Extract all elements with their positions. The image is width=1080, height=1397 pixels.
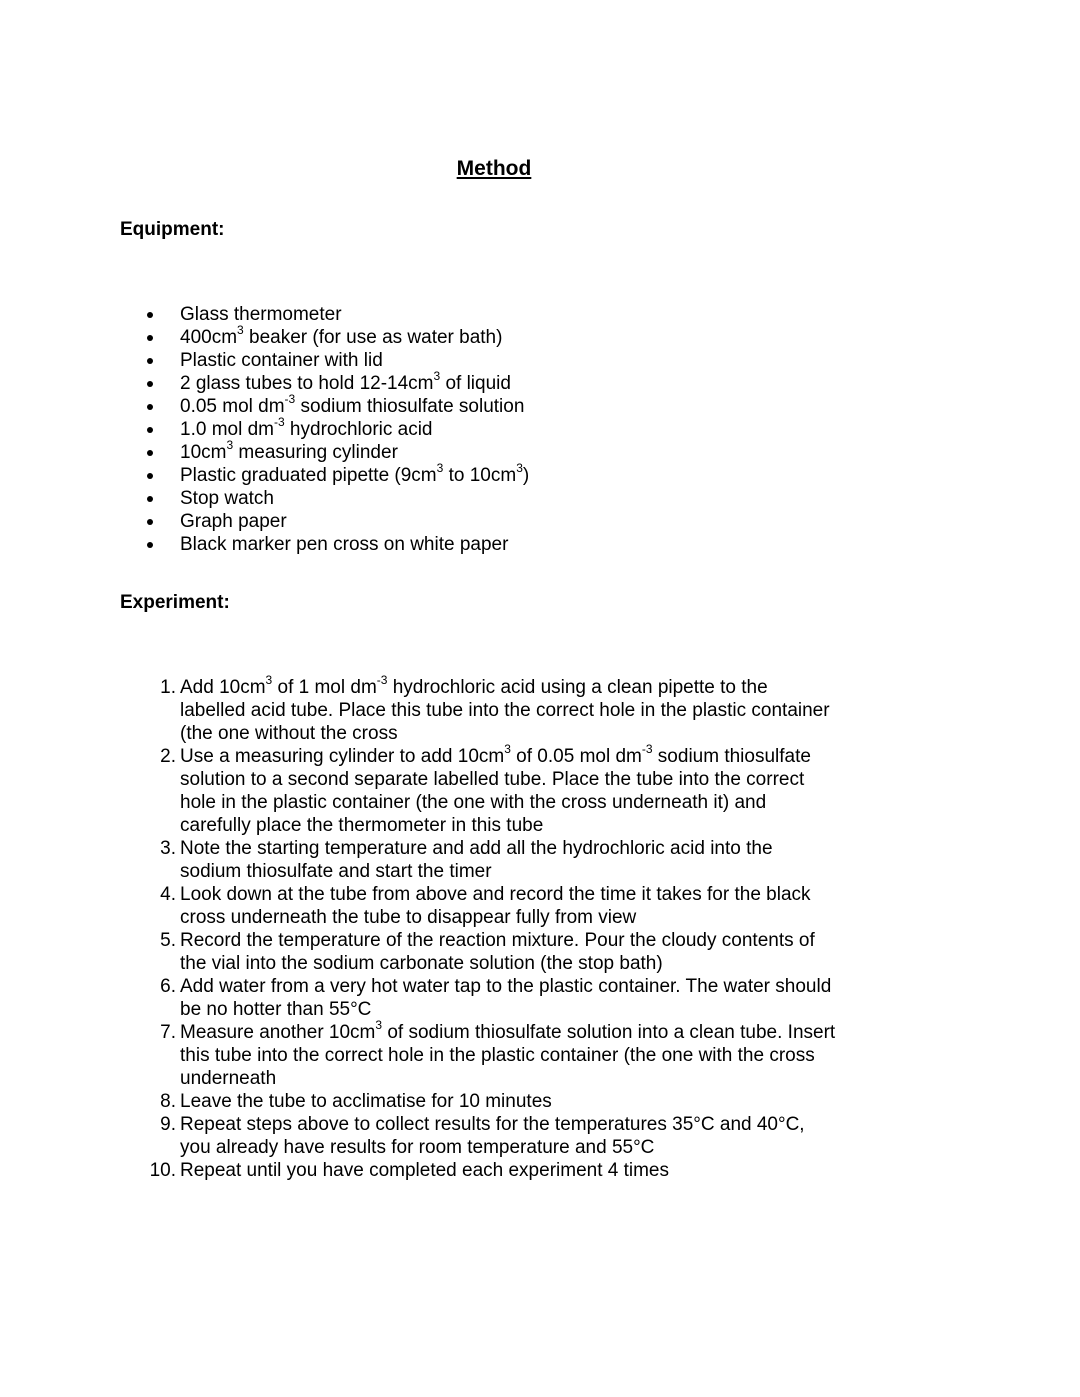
bullet-icon bbox=[147, 473, 153, 479]
superscript: -3 bbox=[376, 672, 388, 687]
step-text-line: Leave the tube to acclimatise for 10 minutes bbox=[180, 1091, 552, 1112]
equipment-item-text: 0.05 mol $dm^{-3}$ sodium thiosulfate solution bbox=[180, 391, 525, 417]
equipment-item-text: Plastic graduated pipette ($9cm^3$ to $10cm^3$) bbox=[180, 460, 530, 486]
experiment-step bbox=[0, 1090, 900, 1113]
step-number: 2. bbox=[160, 746, 176, 767]
step-text-line: (the one without the cross bbox=[180, 723, 398, 744]
equipment-item bbox=[0, 303, 529, 326]
step-number: 3. bbox=[160, 838, 176, 859]
superscript: 3 bbox=[433, 368, 441, 383]
experiment-steps bbox=[0, 672, 900, 1182]
equipment-item bbox=[0, 533, 529, 556]
step-text-line: solution to a second separate labelled tube. Place the tube into the correct bbox=[180, 769, 805, 790]
step-number: 10. bbox=[149, 1160, 176, 1181]
superscript: 3 bbox=[226, 437, 234, 452]
equipment-item-text: Black marker pen cross on white paper bbox=[180, 534, 509, 555]
superscript: -3 bbox=[641, 741, 653, 756]
bullet-icon bbox=[147, 450, 153, 456]
equipment-item bbox=[0, 437, 529, 464]
step-text-line: this tube into the correct hole in the plastic container (the one with the cross bbox=[180, 1045, 815, 1066]
step-text-line: Look down at the tube from above and record the time it takes for the black bbox=[180, 884, 811, 905]
step-text-line: be no hotter than 55°C bbox=[180, 999, 372, 1020]
superscript: -3 bbox=[284, 391, 296, 406]
bullet-icon bbox=[147, 335, 153, 341]
equipment-item bbox=[0, 510, 529, 533]
equipment-item bbox=[0, 322, 529, 349]
step-number: 6. bbox=[160, 976, 176, 997]
equipment-item bbox=[0, 460, 530, 487]
step-text-line: Add $10cm^3$ of 1 mol $dm^{-3}$ hydrochloric acid using a clean pipette to the bbox=[180, 672, 768, 698]
step-number: 8. bbox=[160, 1091, 176, 1112]
equipment-item-text: Glass thermometer bbox=[180, 304, 342, 325]
equipment-item bbox=[0, 414, 529, 441]
step-number: 7. bbox=[160, 1022, 176, 1043]
equipment-item-text: Graph paper bbox=[180, 511, 287, 532]
step-text-line: labelled acid tube. Place this tube into the correct hole in the plastic container bbox=[180, 700, 830, 721]
experiment-step bbox=[0, 1159, 900, 1182]
bullet-icon bbox=[147, 312, 153, 318]
bullet-icon bbox=[147, 427, 153, 433]
equipment-list bbox=[0, 303, 529, 556]
step-number: 4. bbox=[160, 884, 176, 905]
step-number: 1. bbox=[160, 677, 176, 698]
step-text-line: sodium thiosulfate and start the timer bbox=[180, 861, 492, 882]
step-text-line: Repeat steps above to collect results for the temperatures 35°C and 40°C, bbox=[180, 1114, 805, 1135]
equipment-item-text: $400cm^3$ beaker (for use as water bath) bbox=[180, 322, 503, 348]
superscript: 3 bbox=[504, 741, 511, 756]
equipment-item bbox=[0, 349, 529, 372]
equipment-item-text: $10cm^3$ measuring cylinder bbox=[180, 437, 398, 463]
bullet-icon bbox=[147, 519, 153, 525]
equipment-item-text: 2 glass tubes to hold $12-14cm^3$ of liquid bbox=[180, 368, 511, 394]
experiment-step bbox=[0, 1017, 900, 1090]
experiment-heading: Experiment: bbox=[120, 592, 230, 613]
equipment-heading: Equipment: bbox=[120, 219, 225, 240]
experiment-step bbox=[0, 741, 900, 837]
experiment-step bbox=[0, 672, 900, 745]
bullet-icon bbox=[147, 496, 153, 502]
equipment-item bbox=[0, 391, 529, 418]
experiment-step bbox=[0, 1113, 900, 1159]
superscript: 3 bbox=[265, 672, 273, 687]
step-text-line: the vial into the sodium carbonate solution (the stop bath) bbox=[180, 953, 663, 974]
step-text-line: Record the temperature of the reaction mixture. Pour the cloudy contents of bbox=[180, 930, 815, 951]
superscript: -3 bbox=[273, 414, 285, 429]
bullet-icon bbox=[147, 381, 153, 387]
step-text-line: Note the starting temperature and add all the hydrochloric acid into the bbox=[180, 838, 773, 859]
equipment-item-text: Plastic container with lid bbox=[180, 350, 383, 371]
equipment-item bbox=[0, 487, 529, 510]
superscript: 3 bbox=[375, 1017, 383, 1032]
step-text-line: carefully place the thermometer in this tube bbox=[180, 815, 544, 836]
step-text-line: cross underneath the tube to disappear fully from view bbox=[180, 907, 637, 928]
experiment-step bbox=[0, 837, 900, 883]
bullet-icon bbox=[147, 404, 153, 410]
step-text-line: hole in the plastic container (the one with the cross underneath it) and bbox=[180, 792, 767, 813]
step-text-line: Repeat until you have completed each experiment 4 times bbox=[180, 1160, 669, 1181]
page-title: Method bbox=[456, 157, 532, 180]
step-text-line: underneath bbox=[180, 1068, 277, 1089]
equipment-item-text: Stop watch bbox=[180, 488, 274, 509]
superscript: 3 bbox=[436, 460, 444, 475]
step-text-line: Measure another $10cm^3$ of sodium thiosulfate solution into a clean tube. Insert bbox=[180, 1017, 836, 1043]
bullet-icon bbox=[147, 358, 153, 364]
bullet-icon bbox=[147, 542, 153, 548]
superscript: 3 bbox=[237, 322, 244, 337]
step-text-line: you already have results for room temperature and 55°C bbox=[180, 1137, 655, 1158]
step-text-line: Add water from a very hot water tap to the plastic container. The water should bbox=[180, 976, 832, 997]
step-number: 5. bbox=[160, 930, 176, 951]
experiment-step bbox=[0, 883, 900, 929]
step-text-line: Use a measuring cylinder to add $10cm^3$ of 0.05 mol $dm^{-3}$ sodium thiosulfate bbox=[180, 741, 811, 767]
superscript: 3 bbox=[516, 460, 523, 475]
equipment-item-text: 1.0 mol $dm^{-3}$ hydrochloric acid bbox=[180, 414, 433, 440]
step-number: 9. bbox=[160, 1114, 176, 1135]
equipment-item bbox=[0, 368, 529, 395]
experiment-step bbox=[0, 975, 900, 1021]
experiment-step bbox=[0, 929, 900, 975]
